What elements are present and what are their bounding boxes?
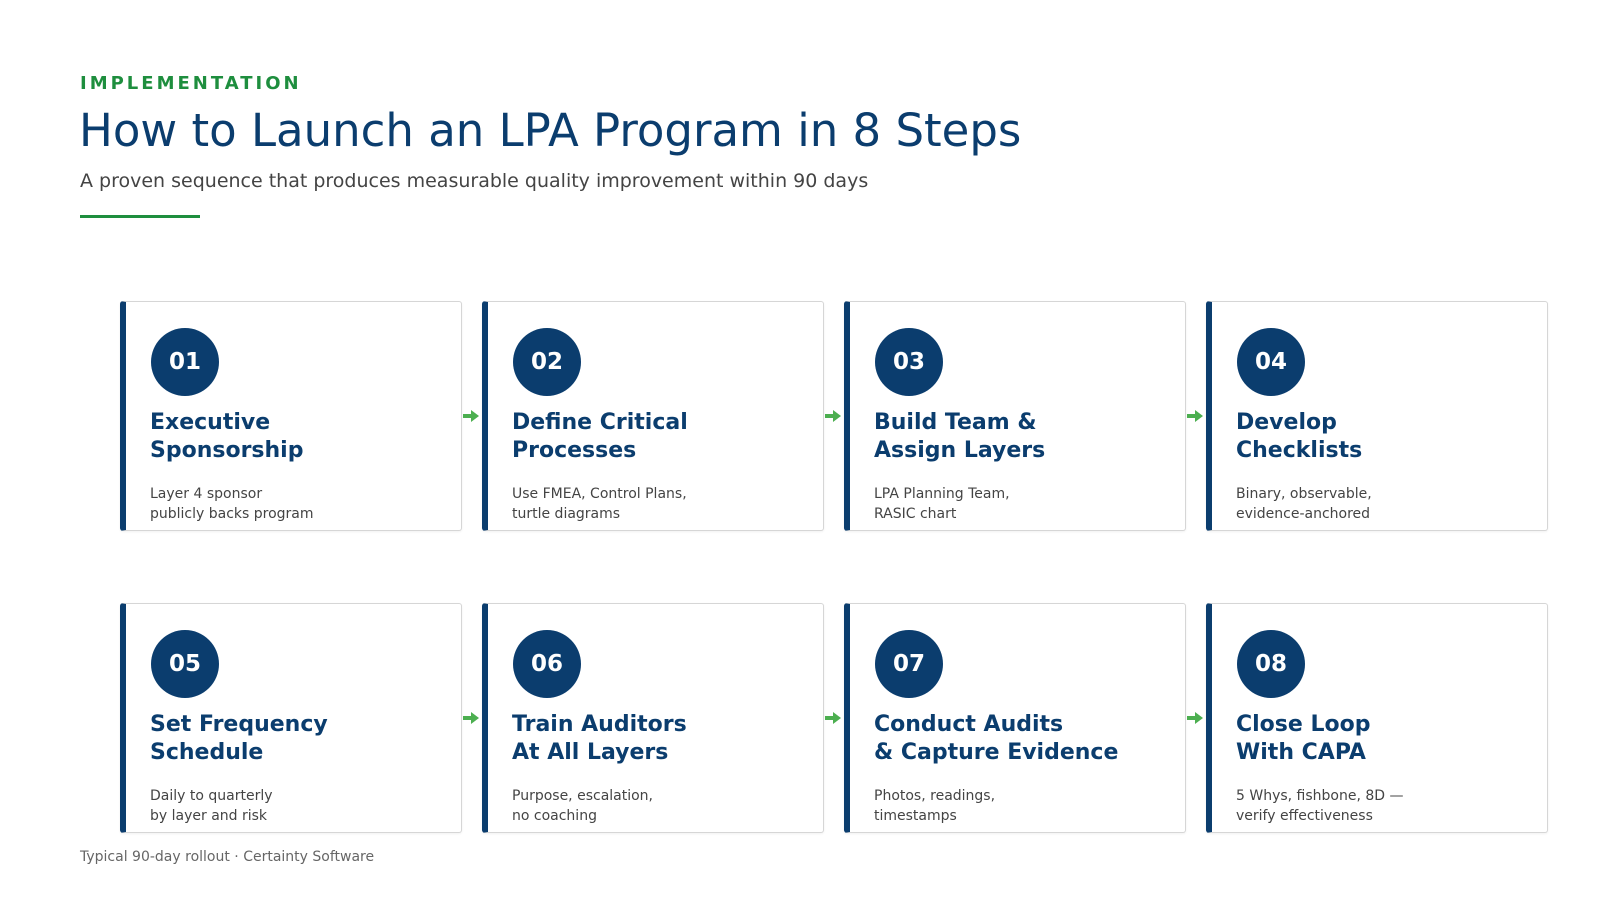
step-description: Binary, observable, evidence-anchored [1236, 486, 1372, 522]
title-underline [80, 215, 200, 218]
step-number-badge: 06 [513, 630, 581, 698]
eyebrow-label: IMPLEMENTATION [80, 73, 302, 94]
step-number-badge: 08 [1237, 630, 1305, 698]
step-number-badge: 02 [513, 328, 581, 396]
step-title: Train Auditors At All Layers [512, 712, 687, 765]
step-title: Conduct Audits & Capture Evidence [874, 712, 1119, 765]
arrow-right-icon [1187, 712, 1203, 724]
step-card-02 [482, 301, 824, 531]
step-card-03 [844, 301, 1186, 531]
step-card-04 [1206, 301, 1548, 531]
step-title: Executive Sponsorship [150, 410, 304, 463]
arrow-right-icon [825, 410, 841, 422]
step-card-07 [844, 603, 1186, 833]
step-card-08 [1206, 603, 1548, 833]
step-description: Use FMEA, Control Plans, turtle diagrams [512, 486, 687, 522]
step-description: Photos, readings, timestamps [874, 788, 996, 824]
arrow-right-icon [463, 410, 479, 422]
step-description: 5 Whys, fishbone, 8D — verify effectiveness [1236, 788, 1404, 824]
step-title: Close Loop With CAPA [1236, 712, 1371, 765]
page-subtitle: A proven sequence that produces measurable quality improvement within 90 days [80, 170, 869, 192]
step-number-badge: 03 [875, 328, 943, 396]
step-number-badge: 05 [151, 630, 219, 698]
step-title: Build Team & Assign Layers [874, 410, 1046, 463]
step-description: Layer 4 sponsor publicly backs program [150, 486, 314, 522]
step-card-05 [120, 603, 462, 833]
step-number-badge: 07 [875, 630, 943, 698]
arrow-right-icon [463, 712, 479, 724]
step-description: Purpose, escalation, no coaching [512, 788, 654, 824]
step-description: LPA Planning Team, RASIC chart [874, 486, 1010, 522]
step-card-01 [120, 301, 462, 531]
arrow-right-icon [1187, 410, 1203, 422]
step-title: Define Critical Processes [512, 410, 688, 463]
step-description: Daily to quarterly by layer and risk [150, 788, 273, 824]
step-title: Set Frequency Schedule [150, 712, 328, 765]
step-number-badge: 01 [151, 328, 219, 396]
step-number-badge: 04 [1237, 328, 1305, 396]
footer-note: Typical 90-day rollout · Certainty Software [80, 849, 375, 865]
step-title: Develop Checklists [1236, 410, 1363, 463]
page-title: How to Launch an LPA Program in 8 Steps [79, 104, 1022, 157]
arrow-right-icon [825, 712, 841, 724]
step-card-06 [482, 603, 824, 833]
